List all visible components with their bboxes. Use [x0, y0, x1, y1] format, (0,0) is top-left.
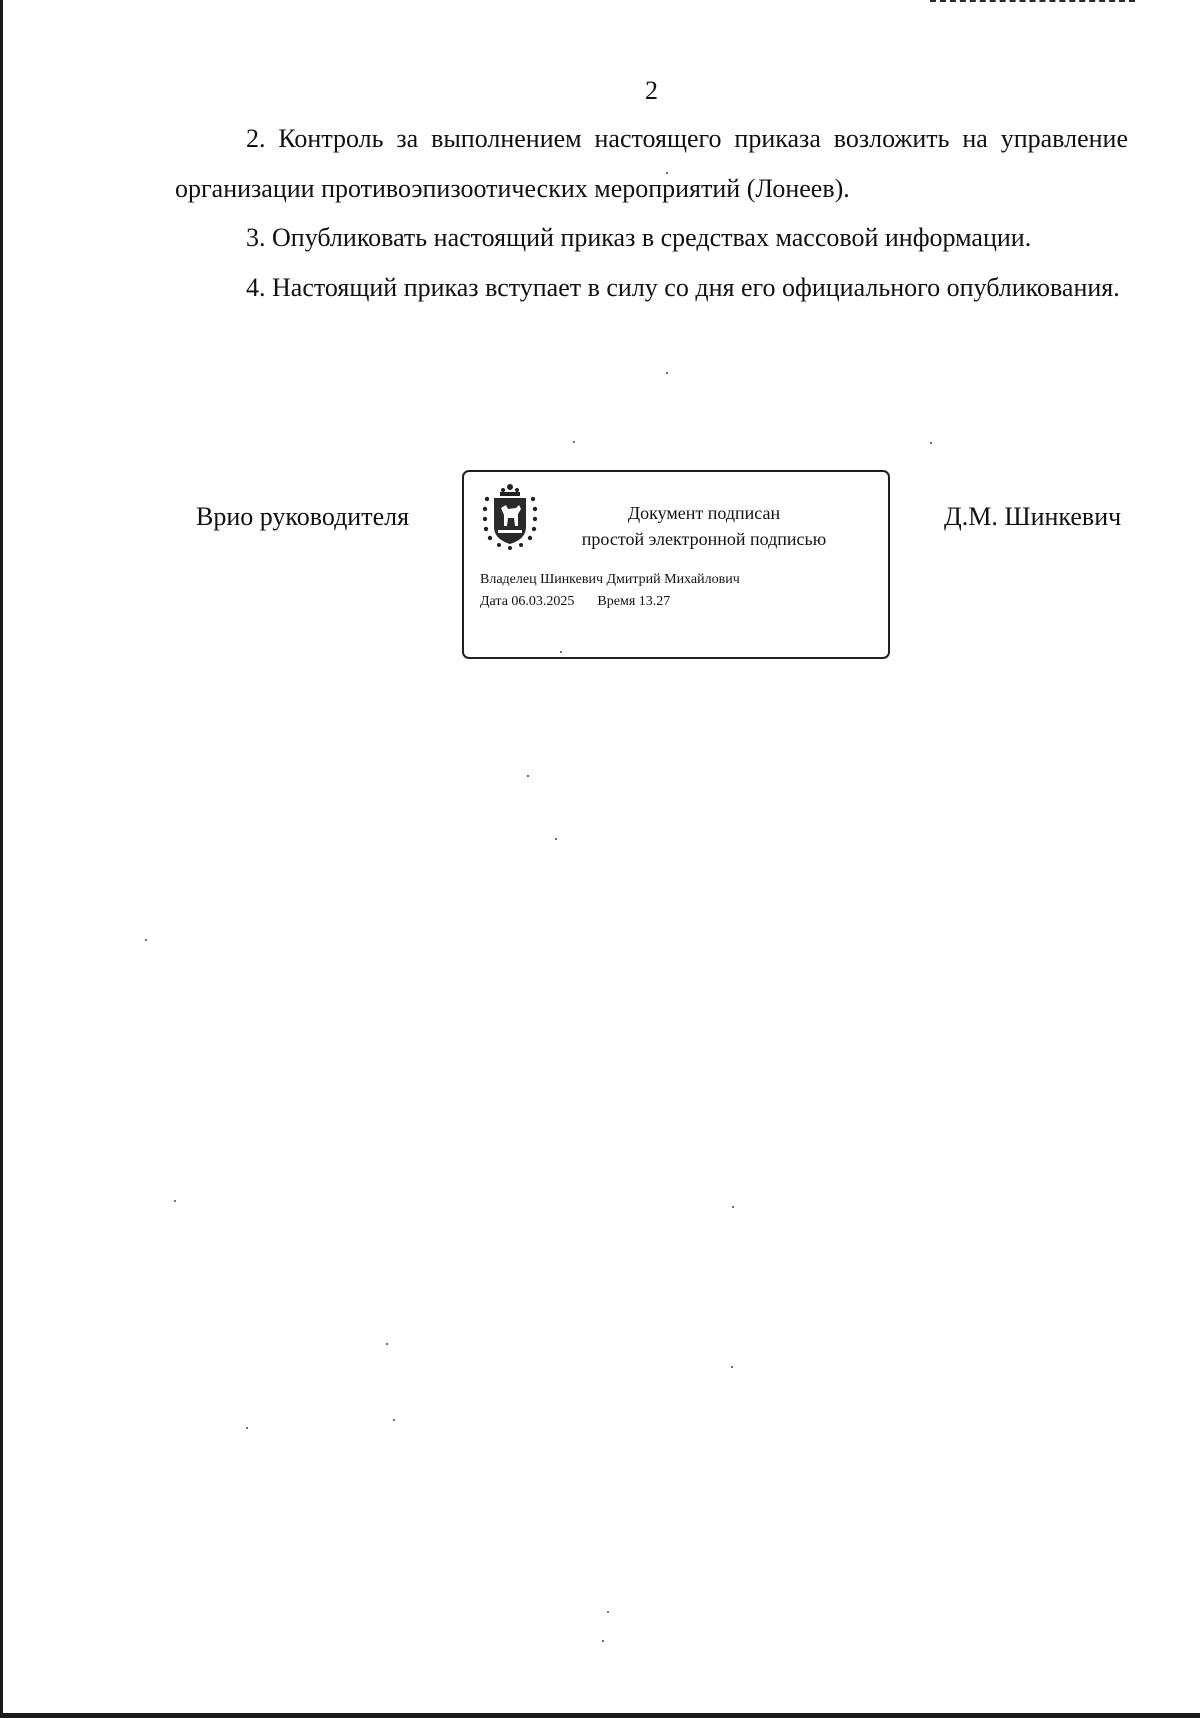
scan-speck: [666, 172, 668, 174]
signatory-role: Врио руководителя: [196, 502, 410, 531]
stamp-details: [480, 569, 740, 613]
stamp-title: [554, 500, 854, 552]
stamp-owner-name: Шинкевич Дмитрий Михайлович: [540, 572, 740, 587]
scan-speck: [174, 1200, 176, 1202]
scan-speck: [560, 651, 562, 653]
scan-speck: [555, 838, 557, 840]
stamp-title-line2: простой электронной подписью: [581, 529, 827, 549]
paragraph-publish: 3. Опубликовать настоящий приказ в средствах массовой информации.: [246, 223, 1032, 252]
scan-speck: [930, 442, 932, 444]
stamp-date-value: 06.03.2025: [511, 594, 575, 609]
stamp-date-row: [480, 591, 740, 613]
stamp-owner-row: [480, 569, 740, 591]
scan-speck: [666, 372, 668, 374]
scan-bottom-edge: [0, 1713, 1200, 1718]
scan-speck: [602, 1640, 604, 1642]
stamp-time-value: 13.27: [638, 594, 671, 609]
scan-speck: [393, 1419, 395, 1421]
scan-speck: [607, 1611, 609, 1613]
signatory-name: Д.М. Шинкевич: [944, 502, 1122, 531]
scan-speck: [732, 1206, 734, 1208]
stamp-title-line1: Документ подписан: [627, 503, 781, 523]
page-number: 2: [645, 76, 658, 105]
scan-speck: [573, 441, 575, 443]
scan-speck: [731, 1366, 733, 1368]
paragraph-control: 2. Контроль за выполнением настоящего приказа возложить на управление организации противоэпизоотических мероприятий (Лонеев).: [175, 124, 1128, 203]
scan-speck: [527, 775, 529, 777]
stamp-time-label: Время: [597, 594, 636, 609]
scan-speck: [386, 1343, 388, 1345]
stamp-date-label: Дата: [480, 594, 508, 609]
paragraph-effective: 4. Настоящий приказ вступает в силу со дня его официального опубликования.: [246, 272, 1120, 302]
document-body: [175, 114, 1128, 312]
scan-speck: [246, 1427, 248, 1429]
scan-speck: [145, 939, 147, 941]
scan-left-edge: [0, 0, 3, 1718]
electronic-signature-stamp: [462, 470, 890, 659]
coat-of-arms-icon: [481, 481, 539, 551]
scan-top-mark: [930, 0, 1135, 4]
stamp-owner-label: Владелец: [480, 572, 537, 587]
